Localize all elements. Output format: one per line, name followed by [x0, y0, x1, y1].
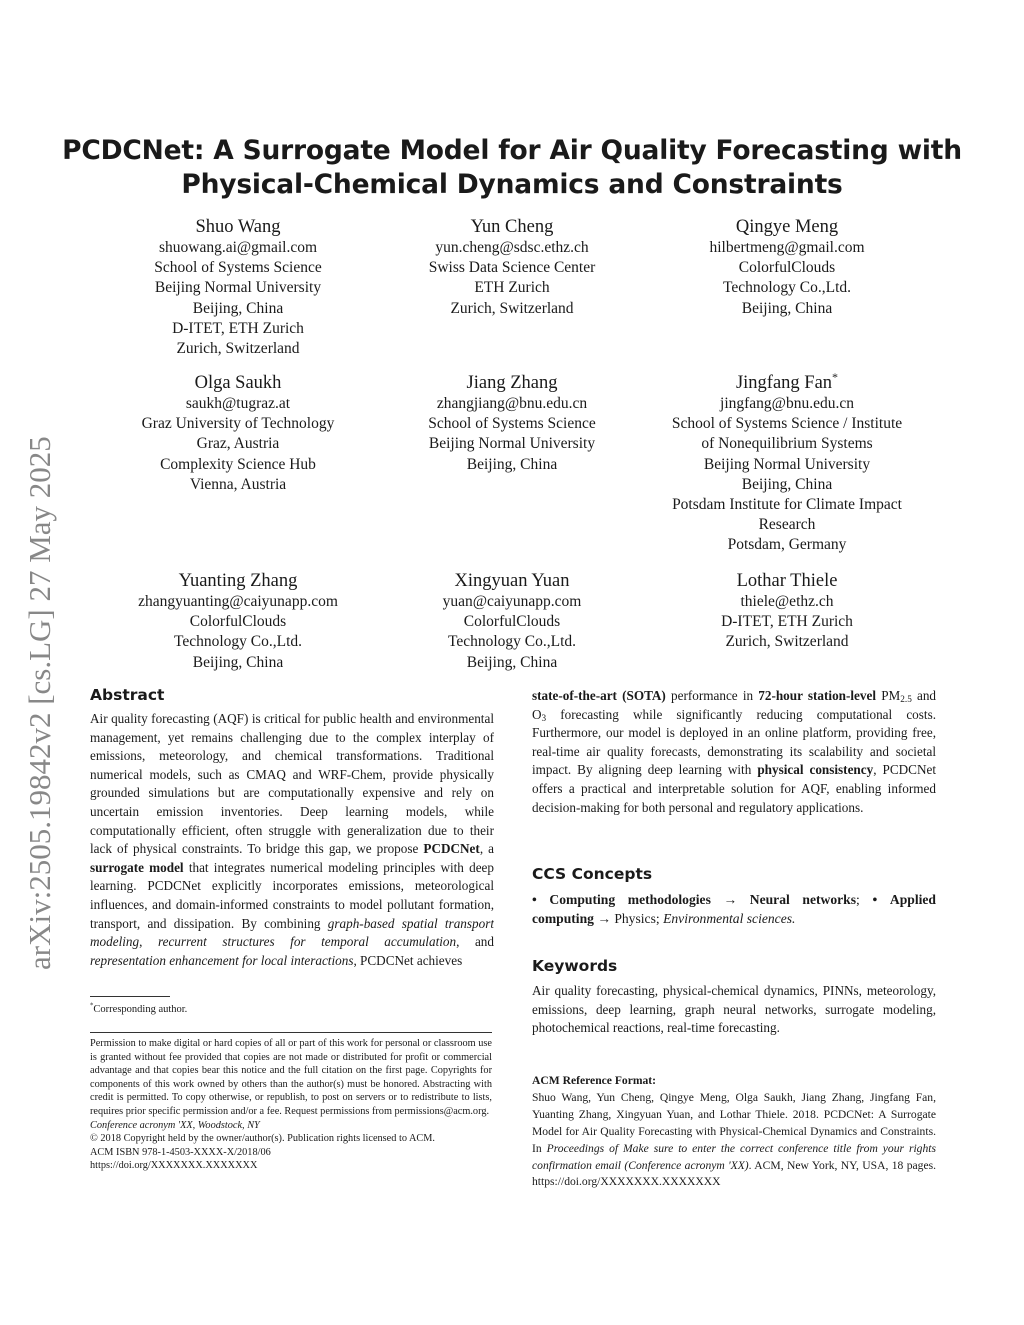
- author-affiliation: Swiss Data Science Center: [428, 259, 596, 277]
- author-affiliation: Beijing, China: [741, 299, 833, 317]
- abstract-run: , a: [479, 841, 494, 857]
- author-affiliation: ETH Zurich: [474, 279, 550, 297]
- keywords-text: Air quality forecasting, physical-chemical dynamics, PINNs, meteorology, emissions, deep learning, graph neural networks, surrogate modeling, photochemical reactions, real-time forecasting.: [532, 983, 936, 1036]
- abstract-run: Air quality forecasting (AQF) is critical for public health and environmental management, yet remains challenging due to the complex interplay of emissions, meteorology, and chemical transformations. Traditional numerical models, such as CMAQ and WRF-Chem, provide physically grounded simulations but are computationally expensive and rely on uncertain emission inventories. Deep learning models, while computationally efficient, often struggle with generalization due to their lack of physical constraints. To bridge this gap, we propose: [90, 711, 494, 857]
- author-block: [637, 570, 937, 653]
- permission-text: Permission to make digital or hard copies of all or part of this work for personal or classroom use is granted without fee provided that copies are not made or distributed for profit or commercial advantage and that copies bear this notice and the full citation on the first page. Copyrights for components of this work owned by others than the author(s) must be honored. Abstracting with credit is permitted. To copy otherwise, or republish, to post on servers or to redistribute to lists, requires prior specific permission and/or a fee. Request permissions from permissions@acm.org.: [90, 1038, 492, 1117]
- author-affiliation: Zurich, Switzerland: [176, 340, 300, 358]
- abstract-italic: recurrent structures for temporal accumulation: [157, 934, 457, 950]
- abstract-bold: 72-hour station-level: [758, 688, 877, 703]
- ccs-arrow: →: [710, 892, 750, 907]
- author-name: Yun Cheng: [470, 217, 554, 237]
- author-affiliation: Technology Co.,Ltd.: [447, 633, 577, 651]
- author-email: hilbertmeng@gmail.com: [709, 239, 865, 256]
- abstract-bold: physical consistency: [757, 762, 874, 778]
- ccs-concept: Environmental sciences.: [663, 910, 796, 926]
- author-affiliation: ColorfulClouds: [189, 613, 287, 631]
- author-affiliation: Technology Co.,Ltd.: [722, 279, 852, 297]
- author-affiliation: ColorfulClouds: [738, 259, 836, 277]
- abstract-column-left: [90, 685, 494, 983]
- permission-block: [90, 1037, 492, 1173]
- author-block: [637, 369, 937, 556]
- abstract-text: [90, 710, 494, 970]
- ccs-concept: Applied computing: [532, 892, 936, 926]
- ccs-heading: CCS Concepts: [532, 865, 653, 883]
- abstract-bold: PCDCNet: [423, 841, 480, 857]
- footnote-rule: [90, 996, 170, 997]
- author-affiliation: Zurich, Switzerland: [725, 633, 849, 651]
- ccs-arrow: →: [593, 910, 615, 926]
- author-email: thiele@ethz.ch: [740, 593, 834, 610]
- footnote-mark: *: [90, 1002, 94, 1010]
- ccs-text: [532, 891, 936, 928]
- author-block: [362, 570, 662, 673]
- author-email: shuowang.ai@gmail.com: [158, 239, 318, 256]
- author-name: Olga Saukh: [194, 373, 282, 393]
- corresponding-mark: *: [832, 369, 839, 384]
- author-affiliation: Vienna, Austria: [189, 475, 287, 493]
- author-name: [637, 369, 937, 394]
- abstract-bold: state-of-the-art (SOTA): [532, 688, 666, 703]
- doi-line: https://doi.org/XXXXXXX.XXXXXXX: [90, 1160, 258, 1172]
- author-affiliation: Graz, Austria: [196, 435, 280, 453]
- author-affiliation: School of Systems Science: [154, 259, 322, 277]
- acm-reference-italic: Proceedings of Make sure to enter the correct conference title from your rights confirmation email (Conference acronym 'XX): [532, 1141, 937, 1172]
- abstract-run: , and: [456, 934, 494, 950]
- author-affiliation: Beijing, China: [192, 299, 284, 317]
- footnote-text: Corresponding author.: [93, 1004, 188, 1015]
- author-affiliation: Potsdam, Germany: [727, 536, 847, 554]
- acm-reference-heading: ACM Reference Format:: [532, 1074, 657, 1087]
- arxiv-stamp: [22, 350, 58, 970]
- author-affiliation: Beijing, China: [466, 653, 558, 671]
- ccs-bullet: •: [872, 892, 878, 907]
- author-affiliation: Beijing, China: [466, 455, 558, 473]
- author-affiliation: Zurich, Switzerland: [450, 299, 574, 317]
- author-affiliation: Graz University of Technology: [141, 415, 335, 433]
- author-affiliation: of Nonequilibrium Systems: [701, 435, 873, 453]
- author-affiliation: Beijing Normal University: [703, 455, 871, 473]
- author-block: [88, 570, 388, 673]
- permission-rule: [90, 1032, 492, 1033]
- title-line-2: Physical-Chemical Dynamics and Constraints: [181, 169, 843, 200]
- ccs-separator: ;: [856, 892, 873, 907]
- author-affiliation: Beijing Normal University: [154, 279, 322, 297]
- author-block: [362, 216, 662, 319]
- author-name: Yuanting Zhang: [178, 571, 298, 591]
- title-line-1: PCDCNet: A Surrogate Model for Air Quality Forecasting with: [62, 135, 962, 166]
- author-name: Jiang Zhang: [466, 373, 558, 393]
- author-affiliation: Beijing Normal University: [428, 435, 596, 453]
- author-email: saukh@tugraz.at: [185, 395, 291, 412]
- author-affiliation: Beijing, China: [741, 475, 833, 493]
- abstract-run: that integrates numerical modeling principles with deep learning. PCDCNet explicitly incorporates emissions, meteorological influences, and domain-informed constraints to model pollutant formation, transport, and dissipation. By combining: [90, 859, 494, 931]
- author-affiliation: Potsdam Institute for Climate Impact: [672, 496, 902, 514]
- author-name: Lothar Thiele: [736, 571, 838, 591]
- footnote: [90, 1003, 187, 1017]
- author-block: [637, 216, 937, 319]
- ccs-bullet: •: [532, 892, 537, 907]
- author-block: [362, 372, 662, 475]
- ccs-concept: Computing methodologies: [549, 892, 711, 907]
- abstract-column-right: [532, 687, 936, 817]
- author-affiliation: Technology Co.,Ltd.: [173, 633, 303, 651]
- author-email: zhangjiang@bnu.edu.cn: [436, 395, 588, 412]
- author-name: Qingye Meng: [735, 217, 839, 237]
- abstract-run: forecasting while significantly reducing computational costs. Furthermore, our model is deployed in an online platform, providing free, real-time air quality forecasts, demonstrating its scalability and societal impact. By aligning deep learning with: [532, 706, 936, 778]
- author-name: Xingyuan Yuan: [454, 571, 570, 591]
- keywords-heading: Keywords: [532, 957, 618, 975]
- paper-title: [60, 134, 964, 202]
- author-name: Shuo Wang: [195, 217, 281, 237]
- arxiv-stamp-text: arXiv:2505.19842v2 [cs.LG] 27 May 2025: [22, 436, 57, 970]
- author-email: yun.cheng@sdsc.ethz.ch: [435, 239, 589, 256]
- author-affiliation: ColorfulClouds: [463, 613, 561, 631]
- isbn-line: ACM ISBN 978-1-4503-XXXX-X/2018/06: [90, 1146, 271, 1158]
- abstract-heading: Abstract: [90, 686, 165, 704]
- ccs-concept: Neural networks: [749, 892, 857, 907]
- author-affiliation: School of Systems Science: [428, 415, 596, 433]
- ccs-concept: Physics: [614, 910, 656, 926]
- acm-reference-run: . ACM, New York, NY, USA, 18 pages. https://doi.org/XXXXXXX.XXXXXXX: [532, 1158, 937, 1189]
- acm-reference-run: Shuo Wang, Yun Cheng, Qingye Meng, Olga Saukh, Jiang Zhang, Jingfang Fan, Yuanting Zhang, Xingyuan Yuan, and Lothar Thiele. 2018. PCDCNet: A Surrogate Model for Air Quality Forecasting with Physical-Chemical Dynamics and Constraints. In: [532, 1090, 936, 1155]
- author-block: [88, 216, 388, 359]
- o3-subscript: 3: [541, 712, 547, 723]
- abstract-continued: [532, 687, 936, 817]
- author-email: jingfang@bnu.edu.cn: [720, 395, 854, 412]
- abstract-italic: graph-based spatial transport modeling: [90, 915, 494, 950]
- acm-reference-text: [532, 1090, 936, 1191]
- author-affiliation: School of Systems Science / Institute: [671, 415, 903, 433]
- abstract-run: , PCDCNet offers a practical and interpretable solution for AQF, enabling informed decision-making for both personal and regulatory applications.: [532, 762, 937, 815]
- abstract-run: performance in: [665, 688, 759, 703]
- abstract-run: and O: [532, 688, 937, 722]
- author-affiliation: Research: [758, 516, 816, 534]
- abstract-bold: surrogate model: [90, 859, 184, 875]
- author-affiliation: D-ITET, ETH Zurich: [721, 613, 853, 631]
- author-email: zhangyuanting@caiyunapp.com: [138, 593, 338, 610]
- author-affiliation: D-ITET, ETH Zurich: [172, 319, 304, 337]
- acm-reference: [532, 1073, 936, 1191]
- ccs-section: [532, 864, 936, 928]
- author-block: [88, 372, 388, 495]
- author-affiliation: Beijing, China: [192, 653, 284, 671]
- copyright-line: © 2018 Copyright held by the owner/author(s). Publication rights licensed to ACM.: [90, 1133, 436, 1145]
- conference-line: Conference acronym 'XX, Woodstock, NY: [90, 1119, 260, 1131]
- abstract-run: , PCDCNet achieves: [353, 952, 463, 968]
- pm-subscript: 2.5: [900, 694, 912, 704]
- abstract-run: PM: [876, 688, 901, 703]
- ccs-separator: ;: [655, 910, 664, 926]
- abstract-italic: representation enhancement for local interactions: [90, 952, 354, 968]
- author-name-text: Jingfang Fan: [735, 373, 833, 393]
- abstract-run: ,: [139, 934, 158, 950]
- author-email: yuan@caiyunapp.com: [442, 593, 582, 610]
- author-affiliation: Complexity Science Hub: [160, 455, 316, 473]
- keywords-section: [532, 956, 936, 1038]
